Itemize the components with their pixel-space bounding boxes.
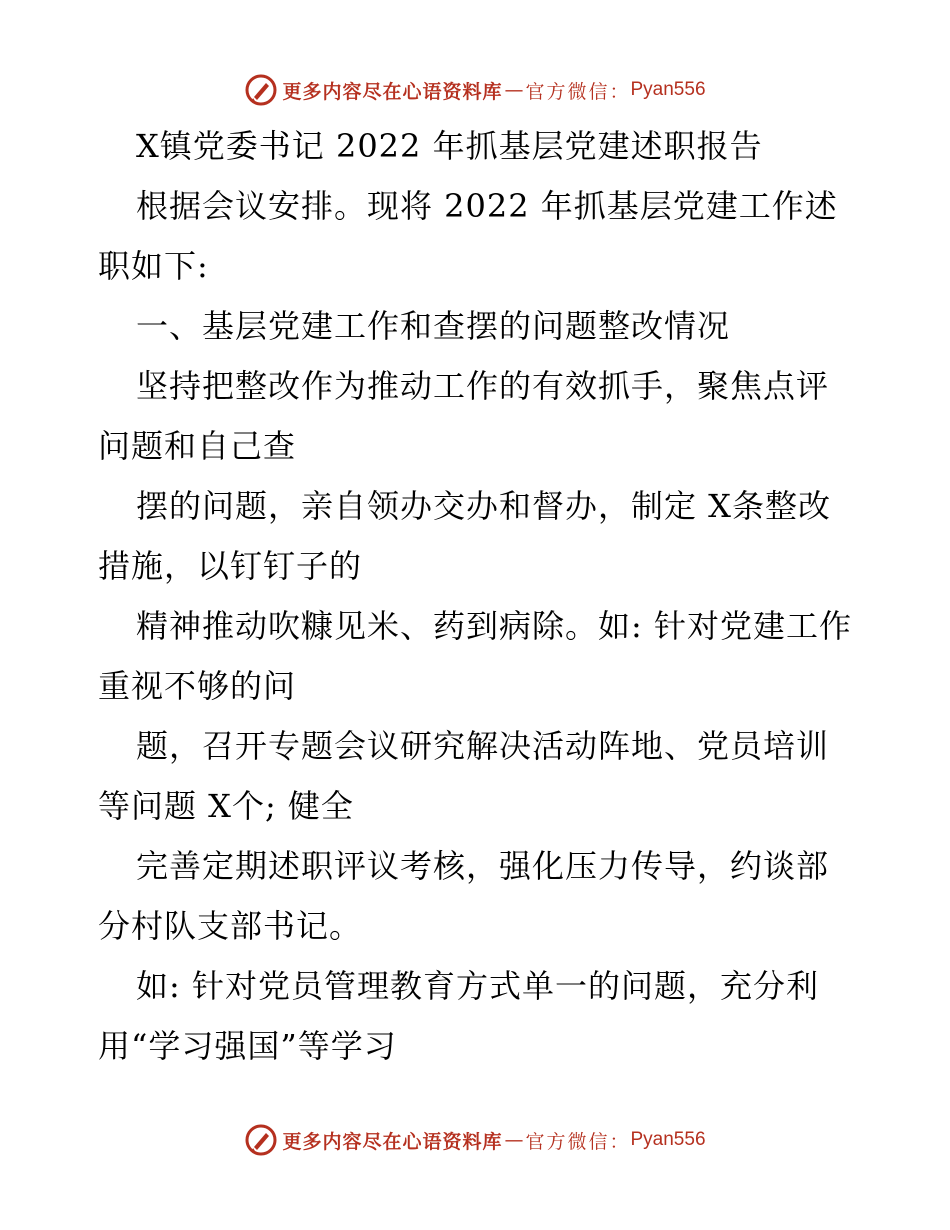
watermark-separator: — — [504, 1129, 524, 1151]
footer-watermark — [0, 1120, 950, 1160]
paragraph-5: 题，召开专题会议研究解决活动阵地、党员培训等问题 X个; 健全 — [98, 727, 830, 825]
pen-logo-icon — [244, 73, 278, 107]
watermark-lead: 更多内容尽在心语资料库 — [282, 1130, 503, 1153]
header-watermark — [0, 70, 950, 110]
paragraph-4: 精神推动吹糠见米、药到病除。如: 针对党建工作重视不够的问 — [98, 607, 852, 705]
document-body — [98, 116, 858, 1076]
paragraph-2: 坚持把整改作为推动工作的有效抓手，聚焦点评问题和自己查 — [98, 367, 830, 465]
watermark-wechat-id: Pyan556 — [630, 1129, 706, 1150]
paragraph-7: 如: 针对党员管理教育方式单一的问题，充分利用“学习强国”等学习 — [98, 967, 819, 1065]
document-title: X镇党委书记 2022 年抓基层党建述职报告 — [136, 127, 763, 165]
watermark-separator: — — [504, 79, 524, 101]
section-heading-1: 一、基层党建工作和查摆的问题整改情况 — [136, 307, 731, 345]
watermark-wechat-id: Pyan556 — [630, 79, 706, 100]
paragraph-6: 完善定期述职评议考核，强化压力传导，约谈部分村队支部书记。 — [98, 847, 830, 945]
paragraph-3: 摆的问题，亲自领办交办和督办，制定 X条整改措施，以钉钉子的 — [98, 487, 831, 585]
watermark-wechat-label: 官方微信： — [525, 1130, 631, 1153]
watermark-wechat-label: 官方微信： — [525, 80, 631, 103]
pen-logo-icon — [244, 1123, 278, 1157]
watermark-lead: 更多内容尽在心语资料库 — [282, 80, 503, 103]
paragraph-1: 根据会议安排。现将 2022 年抓基层党建工作述职如下: — [98, 187, 838, 285]
